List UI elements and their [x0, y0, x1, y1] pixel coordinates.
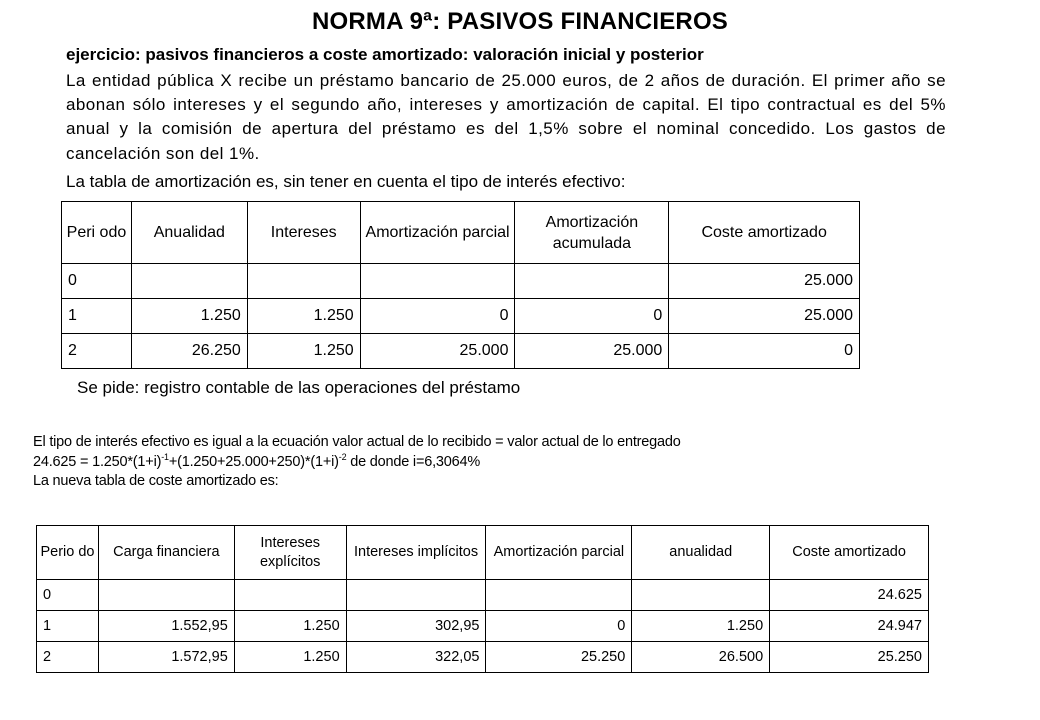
table-cell: 25.250	[486, 642, 632, 673]
table-cell: 302,95	[346, 611, 486, 642]
table-cell: 25.000	[669, 264, 860, 299]
col-header-periodo: Peri odo	[62, 202, 132, 264]
col-header-coste-amortizado: Coste amortizado	[669, 202, 860, 264]
equation-part: 24.625 = 1.250*(1+i)	[33, 453, 162, 470]
equation-part: +(1.250+25.000+250)*(1+i)	[168, 453, 339, 470]
table-row	[37, 580, 929, 611]
table-cell: 1.552,95	[98, 611, 234, 642]
exercise-subtitle: ejercicio: pasivos financieros a coste amortizado: valoración inicial y posterior	[66, 45, 704, 64]
exponent: -1	[161, 451, 169, 462]
table-cell: 1.250	[632, 611, 770, 642]
table-cell	[98, 580, 234, 611]
table-cell	[247, 264, 360, 299]
table-cell: 26.500	[632, 642, 770, 673]
table-intro: La tabla de amortización es, sin tener en cuenta el tipo de interés efectivo:	[66, 172, 626, 191]
exercise-statement: La entidad pública X recibe un préstamo bancario de 25.000 euros, de 2 años de duración. El primer año se abonan sólo intereses y el segundo año, intereses y amortización de capital. El tipo contractual es del 5% anual y la comisión de apertura del préstamo es del 1,5% sobre el nominal concedido. Los gastos de cancelación son del 1%.	[66, 71, 946, 163]
table-header-row	[37, 526, 929, 580]
table-row	[62, 299, 860, 334]
table-cell: 25.000	[669, 299, 860, 334]
equation-line	[33, 453, 681, 473]
col-header-amortizacion-parcial: Amortización parcial	[360, 202, 515, 264]
amortized-cost-table	[36, 525, 929, 673]
table-cell: 24.625	[770, 580, 929, 611]
table-cell	[131, 264, 247, 299]
col-header-carga-financiera: Carga financiera	[98, 526, 234, 580]
col-header-anualidad: anualidad	[632, 526, 770, 580]
table-cell: 0	[360, 299, 515, 334]
table-row	[37, 611, 929, 642]
table-cell: 1	[37, 611, 99, 642]
col-header-amortizacion-acumulada: Amortización acumulada	[515, 202, 669, 264]
table-cell: 1	[62, 299, 132, 334]
table-cell: 1.250	[234, 611, 346, 642]
table-row	[62, 334, 860, 369]
table-cell: 0	[486, 611, 632, 642]
table-cell: 0	[62, 264, 132, 299]
col-header-coste-amortizado: Coste amortizado	[770, 526, 929, 580]
table-cell: 0	[669, 334, 860, 369]
col-header-intereses-explicitos: Intereses explícitos	[234, 526, 346, 580]
col-header-periodo: Perio do	[37, 526, 99, 580]
table-cell	[632, 580, 770, 611]
table-cell	[234, 580, 346, 611]
table-cell: 322,05	[346, 642, 486, 673]
equation-part: de donde i=6,3064%	[346, 453, 481, 470]
table-cell: 1.250	[247, 299, 360, 334]
table-cell: 25.000	[360, 334, 515, 369]
table-cell: 1.250	[234, 642, 346, 673]
table-cell: 0	[37, 580, 99, 611]
col-header-amortizacion-parcial: Amortización parcial	[486, 526, 632, 580]
table-cell: 24.947	[770, 611, 929, 642]
table-cell	[346, 580, 486, 611]
table-row	[62, 264, 860, 299]
explanation-line: El tipo de interés efectivo es igual a la ecuación valor actual de lo recibido = valor actual de lo entregado	[33, 434, 681, 450]
exponent: -2	[338, 451, 347, 462]
table-cell: 1.250	[247, 334, 360, 369]
table-cell: 2	[37, 642, 99, 673]
table-cell: 2	[62, 334, 132, 369]
table-cell: 1.250	[131, 299, 247, 334]
table-cell: 25.250	[770, 642, 929, 673]
explanation-line: La nueva tabla de coste amortizado es:	[33, 473, 279, 489]
table-row	[37, 642, 929, 673]
table-cell: 25.000	[515, 334, 669, 369]
table-cell: 0	[515, 299, 669, 334]
amortization-table	[61, 201, 860, 369]
table-cell: 26.250	[131, 334, 247, 369]
table-cell	[515, 264, 669, 299]
effective-rate-explanation	[33, 433, 681, 492]
table-cell	[486, 580, 632, 611]
table-cell	[360, 264, 515, 299]
page-title: NORMA 9ª: PASIVOS FINANCIEROS	[311, 8, 729, 35]
task-statement: Se pide: registro contable de las operaciones del préstamo	[77, 378, 521, 397]
table-cell: 1.572,95	[98, 642, 234, 673]
table-header-row	[62, 202, 860, 264]
col-header-intereses: Intereses	[247, 202, 360, 264]
col-header-intereses-implicitos: Intereses implícitos	[346, 526, 486, 580]
col-header-anualidad: Anualidad	[131, 202, 247, 264]
